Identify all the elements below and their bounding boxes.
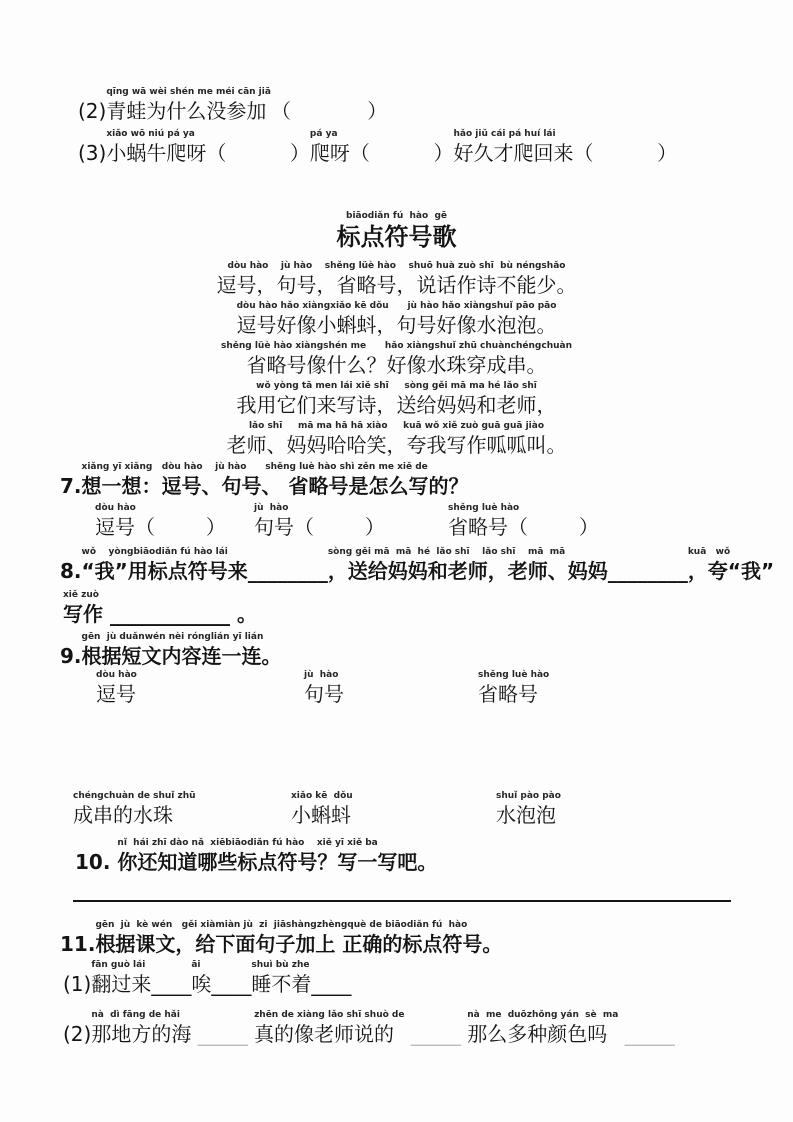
- pinyin-annotation: wǒ yòng tā men lái xiě shī sòng gěi mā ma hé lǎo shī: [256, 381, 537, 391]
- pinyin-annotation: chéngchuàn de shuǐ zhū: [73, 791, 196, 801]
- q9-heading: [60, 631, 733, 669]
- pinyin-annotation: dòu hào: [95, 503, 136, 513]
- hanzi-text: (2): [78, 99, 107, 123]
- text-segment: [95, 919, 502, 957]
- text-segment: [60, 919, 95, 957]
- answer-blank: [574, 128, 678, 166]
- hanzi-text: (2): [63, 1022, 92, 1046]
- hanzi-text: ________: [247, 559, 328, 583]
- hanzi-text: 想一想：逗号、句号、 省略号是怎么写的？: [81, 474, 469, 498]
- hanzi-text: 唉: [191, 972, 212, 996]
- hanzi-text: ________: [607, 559, 688, 583]
- hanzi-text: 逗号（ ）: [95, 515, 226, 539]
- pinyin-annotation: gēn jù duǎnwén nèi rónglián yī lián: [81, 632, 264, 642]
- pinyin-annotation: dòu hào hǎo xiàngxiǎo kē dǒu jù hào hǎo xiàngshuǐ pāo pāo: [236, 301, 557, 311]
- pinyin-annotation: nà me duōzhǒng yán sè ma: [467, 1010, 619, 1020]
- text-segment: [82, 631, 282, 669]
- poem-line-2: [60, 300, 733, 338]
- hanzi-text: _____: [618, 1022, 675, 1046]
- answer-blank: [151, 959, 191, 997]
- pinyin-annotation: [350, 128, 454, 140]
- hanzi-text: 根据短文内容连一连。: [81, 644, 282, 668]
- answer-blank: [608, 546, 688, 584]
- text-segment: [60, 631, 82, 669]
- pinyin-annotation: dòu hào jù hào shěng lüè hào shuō huà zuò shī bù néngshǎo: [227, 261, 566, 271]
- poem-line-4: [60, 380, 733, 418]
- pinyin-annotation: nà dì fāng de hǎi: [91, 1010, 180, 1020]
- pinyin-annotation: [618, 1009, 674, 1021]
- pinyin-annotation: nǐ hái zhī dào nǎ xiēbiāodiǎn fú hào xiě yī xiě ba: [117, 838, 378, 848]
- q11-heading: [60, 919, 733, 957]
- answer-blank: [248, 546, 328, 584]
- pinyin-annotation: [211, 959, 251, 971]
- hanzi-text: “我”用标点符号来: [81, 559, 248, 583]
- q7-heading: [60, 461, 733, 499]
- pinyin-annotation: xiǎng yī xiǎng dòu hào jù hào shěng luè hào shì zěn me xiě de: [81, 462, 428, 472]
- pinyin-annotation: gēn jù kè wén gěi xiàmiàn jù zi jiāshàngzhèngquè de biāodiǎn fú hào: [95, 920, 468, 930]
- hanzi-text: 。: [236, 602, 257, 626]
- hanzi-text: 9.: [60, 644, 82, 668]
- hanzi-text: 8.: [60, 559, 82, 583]
- text-segment: [688, 546, 774, 584]
- hanzi-text: _____: [404, 1022, 468, 1046]
- text-segment: [96, 669, 304, 707]
- hanzi-text: 10.: [75, 850, 118, 874]
- text-segment: [63, 1009, 91, 1047]
- text-segment: [78, 128, 106, 166]
- hanzi-text: 省略号像什么？好像水珠穿成串。: [246, 353, 547, 377]
- hanzi-text: （ ）: [349, 141, 454, 165]
- text-segment: [496, 790, 561, 828]
- text-segment: [78, 86, 106, 124]
- text-segment: [60, 546, 82, 584]
- pinyin-annotation: biāodiǎn fú hào gē: [346, 211, 447, 221]
- pinyin-annotation: [75, 837, 117, 849]
- text-segment: [227, 420, 567, 458]
- pinyin-annotation: xiǎo wō niú pá ya: [106, 129, 195, 139]
- pinyin-annotation: xiǎo kē dǒu: [291, 791, 353, 801]
- text-segment: [467, 1009, 618, 1047]
- pinyin-annotation: [271, 86, 387, 98]
- hanzi-text: 那地方的海: [91, 1022, 192, 1046]
- pinyin-annotation: jù hào: [254, 503, 289, 513]
- hanzi-text: 省略号（ ）: [448, 515, 599, 539]
- q9-row-symbols: [60, 669, 733, 707]
- text-segment: [237, 380, 557, 418]
- pinyin-annotation: [60, 919, 95, 931]
- pinyin-annotation: shuì bù zhe: [251, 960, 310, 970]
- text-segment: [328, 546, 608, 584]
- hanzi-text: 小蜗牛爬呀: [106, 141, 207, 165]
- answer-blank: [311, 959, 351, 997]
- hanzi-text: 爬呀: [309, 141, 350, 165]
- answer-blank: [271, 86, 387, 124]
- pinyin-annotation: [63, 959, 91, 971]
- line-3: [78, 128, 733, 166]
- hanzi-text: 小蝌蚪: [291, 803, 351, 827]
- hanzi-text: (3): [78, 141, 107, 165]
- pinyin-annotation: [311, 959, 351, 971]
- text-segment: [106, 128, 206, 166]
- pinyin-annotation: pá ya: [309, 129, 338, 139]
- hanzi-text: (1): [63, 972, 92, 996]
- pinyin-annotation: qīng wā wèi shén me méi cān jiā: [106, 87, 271, 97]
- text-segment: [82, 461, 469, 499]
- text-segment: [448, 502, 599, 540]
- q8-line-1: [60, 546, 775, 584]
- hanzi-text: 逗号好像小蝌蚪，句号好像水泡泡。: [236, 313, 557, 337]
- text-segment: [82, 546, 248, 584]
- text-segment: [91, 1009, 191, 1047]
- hanzi-text: 根据课文，给下面句子加上 正确的标点符号。: [95, 932, 503, 956]
- pinyin-annotation: zhēn de xiàng lǎo shī shuò de: [254, 1010, 405, 1020]
- line-2: [78, 86, 733, 124]
- pinyin-annotation: [60, 461, 82, 473]
- text-segment: [254, 502, 448, 540]
- q7-options: [60, 502, 733, 540]
- hanzi-text: ____: [211, 972, 252, 996]
- hanzi-text: 11.: [60, 932, 96, 956]
- text-segment: [454, 128, 574, 166]
- text-segment: [337, 210, 457, 252]
- hanzi-text: （ ）: [573, 141, 678, 165]
- text-segment: [310, 128, 350, 166]
- pinyin-annotation: sòng gěi mā mā hé lǎo shī lǎo shī mā mā: [327, 547, 566, 557]
- hanzi-text: 写作: [63, 602, 103, 626]
- hanzi-text: ，夸“我”: [687, 559, 775, 583]
- pinyin-annotation: [206, 128, 310, 140]
- answer-blank: [206, 128, 310, 166]
- pinyin-annotation: [60, 546, 82, 558]
- hanzi-text: 好久才爬回来: [453, 141, 574, 165]
- hanzi-text: 逗号: [96, 682, 136, 706]
- q10-heading: [75, 837, 733, 875]
- pinyin-annotation: [60, 631, 82, 643]
- pinyin-annotation: [574, 128, 678, 140]
- text-segment: [117, 837, 437, 875]
- text-segment: [95, 502, 254, 540]
- pinyin-annotation: shěng lüè hào xiàngshén me hǎo xiàngshuǐ zhū chuànchéngchuàn: [220, 341, 573, 351]
- hanzi-text: 7.: [60, 474, 82, 498]
- hanzi-text: _____: [191, 1022, 255, 1046]
- text-segment: [304, 669, 478, 707]
- poem-title: [60, 210, 733, 252]
- pinyin-annotation: fān guò lái: [91, 960, 146, 970]
- hanzi-text: 睡不着: [251, 972, 312, 996]
- pinyin-annotation: xiě zuò: [63, 590, 99, 600]
- pinyin-annotation: [63, 1009, 91, 1021]
- text-segment: [75, 837, 117, 875]
- pinyin-annotation: wǒ yòngbiāodiǎn fú hào lái: [81, 547, 228, 557]
- pinyin-annotation: dòu hào: [96, 670, 137, 680]
- pinyin-annotation: shěng luè hào: [448, 503, 520, 513]
- text-segment: [73, 790, 291, 828]
- pinyin-annotation: shuǐ pào pào: [496, 791, 561, 801]
- poem-line-3: [60, 340, 733, 378]
- pinyin-annotation: [608, 546, 688, 558]
- poem-line-5: [60, 420, 733, 458]
- text-segment: [63, 959, 91, 997]
- answer-blank: [191, 1009, 254, 1047]
- hanzi-text: 老师、妈妈哈哈笑，夸我写作呱呱叫。: [226, 433, 567, 457]
- hanzi-text: 句号: [304, 682, 344, 706]
- answer-blank: [211, 959, 251, 997]
- hanzi-text: 那么多种颜色吗: [467, 1022, 608, 1046]
- text-segment: [254, 1009, 404, 1047]
- text-segment: [221, 340, 572, 378]
- q11-line-2: [63, 1009, 733, 1047]
- hanzi-text: （ ）: [206, 141, 310, 165]
- hanzi-text: 标点符号歌: [336, 223, 457, 251]
- hanzi-text: ____________: [103, 602, 237, 626]
- hanzi-text: 水泡泡: [496, 803, 556, 827]
- hanzi-text: ____: [151, 972, 192, 996]
- pinyin-annotation: [78, 86, 106, 98]
- pinyin-annotation: [151, 959, 191, 971]
- text-segment: [60, 461, 82, 499]
- pinyin-annotation: [103, 589, 237, 601]
- text-segment: [91, 959, 151, 997]
- hanzi-text: 句号（ ）: [254, 515, 385, 539]
- hanzi-text: 青蛙为什么没参加: [106, 99, 267, 123]
- text-segment: [291, 790, 496, 828]
- pinyin-annotation: shěng luè hào: [478, 670, 550, 680]
- hanzi-text: ，送给妈妈和老师，老师、妈妈: [327, 559, 608, 583]
- q11-line-1: [63, 959, 733, 997]
- hanzi-text: 你还知道哪些标点符号？写一写吧。: [117, 850, 438, 874]
- text-segment: [191, 959, 211, 997]
- pinyin-annotation: [248, 546, 328, 558]
- hanzi-text: 逗号，句号，省略号，说话作诗不能少。: [216, 273, 577, 297]
- q9-row-objects: [60, 790, 733, 828]
- section-divider: [73, 900, 731, 902]
- text-segment: [237, 589, 257, 627]
- pinyin-annotation: [237, 589, 257, 601]
- pinyin-annotation: lǎo shī mā ma hā hā xiào kuā wǒ xiě zuò guā guā jiào: [248, 421, 545, 431]
- answer-blank: [618, 1009, 674, 1047]
- pinyin-annotation: āi: [191, 960, 201, 970]
- hanzi-text: 我用它们来写诗，送给妈妈和老师，: [236, 393, 557, 417]
- hanzi-text: ____: [311, 972, 352, 996]
- text-segment: [106, 86, 271, 124]
- poem-line-1: [60, 260, 733, 298]
- text-segment: [478, 669, 549, 707]
- pinyin-annotation: kuā wǒ: [687, 547, 731, 557]
- hanzi-text: 成串的水珠: [73, 803, 173, 827]
- text-segment: [63, 589, 103, 627]
- pinyin-annotation: hǎo jiǔ cái pá huí lái: [453, 129, 556, 139]
- answer-blank: [350, 128, 454, 166]
- hanzi-text: 真的像老师说的: [254, 1022, 395, 1046]
- answer-blank: [404, 1009, 467, 1047]
- hanzi-text: 翻过来: [91, 972, 152, 996]
- hanzi-text: 省略号: [478, 682, 538, 706]
- answer-blank: [103, 589, 237, 627]
- hanzi-text: （ ）: [270, 99, 388, 123]
- q8-line-2: [63, 589, 733, 627]
- pinyin-annotation: jù hào: [304, 670, 339, 680]
- text-segment: [237, 300, 557, 338]
- pinyin-annotation: [78, 128, 106, 140]
- text-segment: [251, 959, 311, 997]
- pinyin-annotation: [404, 1009, 467, 1021]
- pinyin-annotation: [191, 1009, 254, 1021]
- text-segment: [217, 260, 577, 298]
